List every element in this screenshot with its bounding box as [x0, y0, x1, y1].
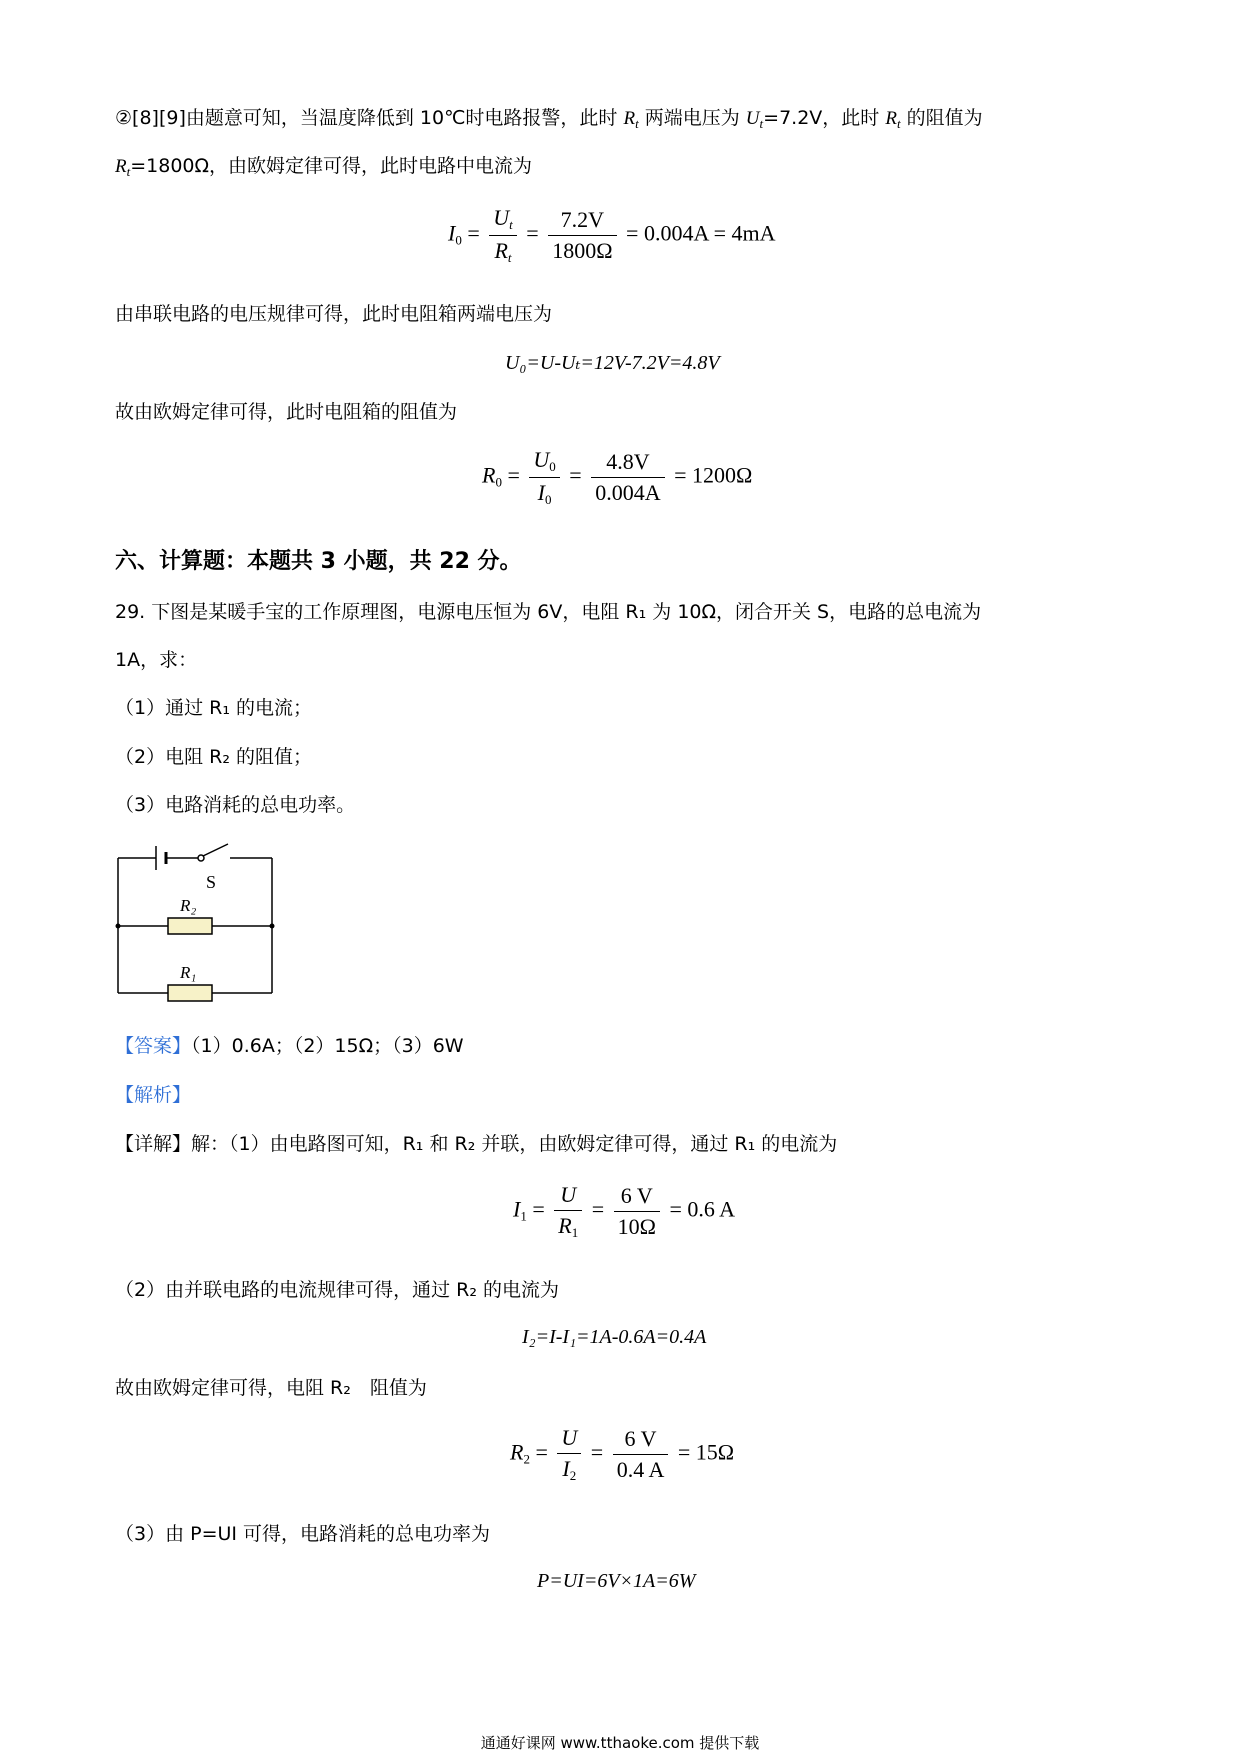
para-resistance-value	[115, 152, 532, 186]
answer-tag: 【答案】	[115, 1035, 192, 1057]
eq-numerator: 7.2V	[548, 207, 616, 236]
text-seg: 的阻值为	[900, 107, 983, 129]
eq-sign: =	[591, 1196, 605, 1222]
eq-denominator: 0.004A	[595, 480, 661, 505]
text-seg: =7.2V，此时	[763, 107, 886, 129]
eq-sign: =	[590, 1439, 604, 1465]
fraction	[557, 1425, 581, 1484]
text-seg: 两端电压为	[638, 107, 746, 129]
eq-symbol: R	[558, 1213, 572, 1238]
eq-denominator: 1800Ω	[552, 238, 613, 263]
para-alarm-condition	[115, 104, 983, 138]
circuit-diagram	[110, 838, 280, 1008]
eq-symbol: I	[562, 1456, 570, 1481]
junction-dot	[116, 924, 121, 929]
eq-result: = 0.6 A	[669, 1196, 736, 1222]
eq-sub: 0	[455, 232, 462, 248]
junction-dot	[270, 924, 275, 929]
fraction	[489, 205, 517, 266]
eq-sub: t	[507, 250, 512, 265]
eq-denominator: 0.4 A	[616, 1457, 665, 1482]
eq-symbol: I	[513, 1196, 521, 1222]
eq-sub: 2	[523, 1451, 530, 1467]
section-heading: 六、计算题：本题共 3 小题，共 22 分。	[115, 549, 522, 574]
symbol-sub: t	[126, 164, 131, 179]
r2-label: R₂	[180, 896, 197, 915]
question-29-line1: 29. 下图是某暖手宝的工作原理图，电源电压恒为 6V，电阻 R₁ 为 10Ω，闭合开关 S，电路的总电流为	[115, 601, 982, 623]
eq-symbol: U	[533, 447, 550, 472]
eq-sub: 1	[520, 1208, 527, 1224]
answer-line	[115, 1032, 464, 1060]
eq-symbol: R	[510, 1439, 524, 1465]
eq-result: = 1200Ω	[674, 462, 753, 488]
eq-sign: =	[467, 220, 480, 246]
fraction	[613, 1426, 669, 1483]
symbol-r: R	[885, 108, 897, 129]
para-r2-resistance: 故由欧姆定律可得，电阻 R₂ 阻值为	[115, 1377, 427, 1399]
detail-text: 解：（1）由电路图可知，R₁ 和 R₂ 并联，由欧姆定律可得，通过 R₁ 的电流为	[191, 1133, 838, 1155]
switch-label: S	[206, 872, 217, 892]
r1-label: R₁	[180, 963, 197, 982]
eq-sub: 0	[549, 459, 556, 474]
symbol-u: U	[745, 108, 760, 129]
eq-sub: 2	[569, 1468, 577, 1483]
answer-text: （1）0.6A；（2）15Ω；（3）6W	[191, 1035, 464, 1057]
question-29-sub2: （2）电阻 R₂ 的阻值；	[115, 746, 312, 768]
para-series-voltage: 由串联电路的电压规律可得，此时电阻箱两端电压为	[115, 303, 553, 325]
eq-sub: 0	[495, 474, 502, 490]
eq-sign: =	[526, 220, 539, 246]
detail-tag: 【详解】	[115, 1133, 192, 1155]
question-29-line2: 1A，求：	[115, 649, 198, 671]
symbol-r: R	[115, 156, 127, 177]
analysis-tag: 【解析】	[115, 1084, 192, 1106]
text-seg: ②[8][9]由题意可知，当温度降低到 10℃时电路报警，此时	[115, 107, 624, 129]
resistor-r1	[168, 985, 212, 1001]
eq-result: = 0.004A = 4mA	[626, 220, 776, 246]
fraction	[554, 1182, 582, 1241]
equation-resistance-r2	[510, 1425, 734, 1484]
eq-sub: t	[509, 217, 513, 232]
equation-resistance-r0	[482, 447, 752, 508]
question-29-sub3: （3）电路消耗的总电功率。	[115, 794, 356, 816]
fraction	[591, 449, 664, 506]
equation-voltage-u0: U₀=U-Uₜ=12V-7.2V=4.8V	[505, 352, 720, 374]
equation-power: P=UI=6V×1A=6W	[537, 1570, 696, 1592]
equation-current-i0	[448, 205, 776, 266]
eq-numerator: 4.8V	[591, 449, 664, 478]
fraction	[614, 1183, 660, 1240]
eq-numerator: 6 V	[614, 1183, 660, 1212]
page-footer: 通通好课网 www.tthaoke.com 提供下载	[480, 1734, 760, 1752]
eq-symbol: I	[537, 480, 545, 505]
fraction	[548, 207, 616, 264]
eq-sub: 0	[544, 492, 552, 507]
symbol-sub: t	[635, 116, 639, 131]
eq-numerator: U	[554, 1182, 582, 1211]
equation-current-i2: I₂=I-I₁=1A-0.6A=0.4A	[522, 1326, 707, 1348]
question-29-sub1: （1）通过 R₁ 的电流；	[115, 697, 312, 719]
eq-sign: =	[535, 1439, 548, 1465]
eq-result: = 15Ω	[677, 1439, 735, 1465]
eq-symbol: U	[493, 205, 510, 230]
para-total-power: （3）由 P=UI 可得，电路消耗的总电功率为	[115, 1523, 491, 1545]
resistor-r2	[168, 918, 212, 934]
switch-blade	[203, 844, 228, 856]
symbol-sub: t	[759, 116, 764, 131]
eq-sub: 1	[571, 1225, 579, 1240]
eq-symbol: R	[482, 462, 496, 488]
symbol-r: R	[623, 108, 636, 129]
equation-current-i1	[513, 1182, 735, 1241]
fraction	[529, 447, 559, 508]
text-seg: =1800Ω，由欧姆定律可得，此时电路中电流为	[130, 155, 533, 177]
eq-denominator: 10Ω	[617, 1214, 656, 1239]
eq-sign: =	[569, 462, 582, 488]
eq-numerator: 6 V	[613, 1426, 669, 1455]
eq-sign: =	[532, 1196, 545, 1222]
para-ohm-resistance: 故由欧姆定律可得，此时电阻箱的阻值为	[115, 401, 458, 423]
eq-sign: =	[507, 462, 520, 488]
eq-symbol: I	[448, 220, 456, 246]
para-parallel-current: （2）由并联电路的电流规律可得，通过 R₂ 的电流为	[115, 1279, 559, 1301]
eq-numerator: U	[557, 1425, 581, 1454]
eq-symbol: R	[494, 238, 508, 263]
symbol-sub: t	[896, 116, 901, 131]
detail-line	[115, 1130, 837, 1158]
